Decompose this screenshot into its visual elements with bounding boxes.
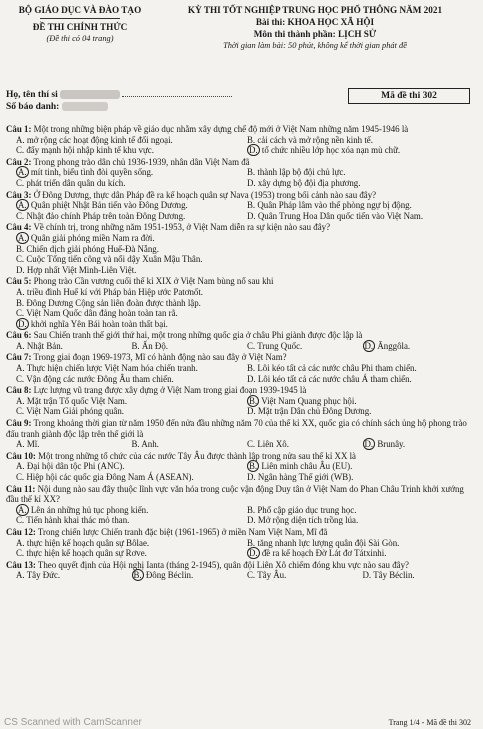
option-text: Anh. <box>141 439 159 450</box>
answer-option-b <box>16 298 201 309</box>
answer-option-d <box>247 548 478 559</box>
answer-option-c <box>16 211 247 222</box>
subject-name: Môn thi thành phần: LỊCH SỬ <box>253 29 377 39</box>
option-row <box>6 135 478 146</box>
option-row <box>6 548 478 559</box>
option-letter: A. <box>16 439 25 450</box>
question-6 <box>6 330 478 351</box>
answer-option-b <box>247 505 478 516</box>
time-note: Thời gian làm bài: 50 phút, không kể thời gian phát đề <box>223 41 407 50</box>
question-number: Câu 12: <box>6 526 36 537</box>
page-footer <box>0 717 483 729</box>
question-number: Câu 1: <box>6 124 32 134</box>
option-text: Ngân hàng Thế giới (WB). <box>257 472 354 482</box>
answer-option-d <box>247 178 478 189</box>
answer-option-c <box>16 308 178 319</box>
option-text: mít tinh, biểu tình đòi quyền sống. <box>30 167 154 178</box>
question-number: Câu 7: <box>6 352 32 363</box>
option-letter: B. <box>247 504 256 515</box>
answer-option-d <box>16 319 168 330</box>
answer-option-d <box>363 439 479 450</box>
answer-option-b <box>247 396 478 407</box>
answer-option-c <box>16 145 247 156</box>
answer-option-c <box>247 570 363 581</box>
question-stem <box>6 352 478 363</box>
question-5 <box>6 276 478 329</box>
option-letter: C. <box>16 515 25 526</box>
option-letter: C. <box>247 570 256 581</box>
option-text: Phổ cập giáo dục trung học. <box>257 504 357 515</box>
question-stem <box>6 276 478 287</box>
option-letter: B. <box>16 297 25 308</box>
question-stem <box>6 527 478 538</box>
option-row <box>6 439 478 450</box>
question-number: Câu 8: <box>6 385 32 396</box>
option-letter: B. <box>247 200 256 211</box>
option-letter: C. <box>247 439 256 450</box>
option-letter: C. <box>16 145 25 156</box>
answer-option-c <box>247 439 363 450</box>
answer-option-a <box>16 461 247 472</box>
question-1 <box>6 124 478 156</box>
question-stem <box>6 560 478 571</box>
answer-option-c <box>16 472 247 483</box>
option-letter: B. <box>133 570 142 581</box>
option-text: phát triển dân quân du kích. <box>26 177 126 188</box>
question-text: Sau Chiến tranh thế giới thứ hai, một trong những quốc gia ở châu Phi giành được độc lập là <box>33 330 363 341</box>
option-text: tăng nhanh lực lượng quân đội Sài Gòn. <box>257 537 400 548</box>
option-text: đề ra kế hoạch Đờ Lát đơ Tátxinhi. <box>261 548 387 559</box>
option-letter: D. <box>247 406 256 417</box>
question-8 <box>6 385 478 417</box>
answer-option-c <box>247 341 363 352</box>
option-letter: C. <box>16 254 25 265</box>
question-text: Nội dung nào sau đây thuộc lĩnh vực văn hóa trong cuộc vận động Duy tân ở Việt Nam do Phan Châu Trinh khởi xướng đầu thế kỉ XX? <box>6 483 464 505</box>
name-dotted-line <box>122 88 232 97</box>
answer-option-d <box>16 265 136 276</box>
option-text: xây dựng bộ đội địa phương. <box>257 177 361 188</box>
answer-option-b <box>132 341 248 352</box>
option-text: thực hiện kế hoạch quân sự Rơve. <box>26 548 147 559</box>
option-row <box>6 298 478 309</box>
candidate-name-label: Họ, tên thí si <box>6 90 58 100</box>
answer-option-a <box>16 200 247 211</box>
option-text: Đông Béclin. <box>145 570 194 581</box>
option-letter: B. <box>131 439 140 450</box>
question-4 <box>6 222 478 275</box>
answer-option-a <box>16 570 132 581</box>
question-stem <box>6 190 478 201</box>
option-letter: A. <box>18 200 27 211</box>
option-letter: D. <box>249 145 258 156</box>
question-number: Câu 9: <box>6 418 32 429</box>
option-text: Việt Nam Giải phóng quân. <box>26 406 125 417</box>
option-letter: C. <box>16 548 25 559</box>
option-row <box>6 233 478 244</box>
question-number: Câu 13: <box>6 559 36 570</box>
header-right <box>150 4 480 51</box>
option-text: đẩy mạnh hội nhập kinh tế khu vực. <box>26 145 154 156</box>
option-text: Đại hội dân tộc Phi (ANC). <box>26 461 125 472</box>
question-stem <box>6 222 478 233</box>
option-row <box>6 472 478 483</box>
option-letter: D. <box>364 340 374 351</box>
option-row <box>6 570 478 581</box>
option-text: Quân phiệt Nhật Bản tiến vào Đông Dương. <box>30 200 188 211</box>
question-text: Lực lượng vũ trang được xây dựng ở Việt Nam trong giai đoạn 1939-1945 là <box>33 385 307 396</box>
option-row <box>6 461 478 472</box>
option-letter: B. <box>247 363 256 374</box>
option-letter: A. <box>16 134 25 145</box>
option-text: Lôi kéo tất cả các nước châu Á tham chiến. <box>257 373 412 384</box>
answer-option-b <box>247 167 478 178</box>
option-row <box>6 363 478 374</box>
option-row <box>6 178 478 189</box>
option-text: khởi nghĩa Yên Bái hoàn toàn thất bại. <box>30 318 168 329</box>
option-text: Mặt trận Tổ quốc Việt Nam. <box>26 395 128 406</box>
option-row <box>6 244 478 255</box>
question-stem <box>6 385 478 396</box>
option-letter: D. <box>364 439 374 450</box>
option-text: Quân Trung Hoa Dân quốc tiến vào Việt Nam. <box>257 210 424 221</box>
answer-option-b <box>247 461 478 472</box>
question-text: Trong phong trào dân chủ 1936-1939, nhân dân Việt Nam đã <box>33 156 250 167</box>
option-text: thực hiện kế hoạch quân sự Bôlae. <box>26 537 150 548</box>
answer-option-b <box>16 244 159 255</box>
option-text: Mĩ. <box>26 439 40 450</box>
option-letter: A. <box>16 286 25 297</box>
option-text: cải cách và mở rộng nền kinh tế. <box>257 134 373 145</box>
option-text: Mở rộng diện tích trồng lúa. <box>257 515 359 526</box>
option-row <box>6 211 478 222</box>
answer-option-c <box>16 254 203 265</box>
option-text: Hợp nhất Việt Minh-Liên Việt. <box>26 264 137 275</box>
option-text: Hiệp hội các quốc gia Đông Nam Á (ASEAN). <box>26 472 194 482</box>
option-text: Thực hiện chiến lược Việt Nam hóa chiến tranh. <box>26 363 198 374</box>
question-stem <box>6 330 478 341</box>
option-text: Tây Âu. <box>257 570 287 581</box>
option-letter: C. <box>16 472 25 482</box>
option-letter: C. <box>16 373 25 384</box>
option-text: Trung Quốc. <box>257 340 303 351</box>
page-number: Trang 1/4 - Mã đề thi 302 <box>388 718 471 727</box>
option-row <box>6 396 478 407</box>
option-letter: A. <box>16 363 25 374</box>
option-text: Vận động các nước Đông Âu tham chiến. <box>26 373 174 384</box>
option-letter: D. <box>247 472 256 482</box>
option-text: mở rộng các hoạt động kinh tế đối ngoại. <box>26 134 173 145</box>
option-text: thành lập bộ đội chủ lực. <box>257 167 346 178</box>
option-letter: C. <box>16 210 25 221</box>
option-text: Quân Pháp lâm vào thế phòng ngự bị động. <box>257 200 412 211</box>
option-text: Lên án những hủ tục phong kiến. <box>30 504 149 515</box>
option-letter: C. <box>16 406 25 417</box>
option-row <box>6 145 478 156</box>
candidate-id-label: Số báo danh: <box>6 101 60 112</box>
question-number: Câu 5: <box>6 276 32 287</box>
question-stem <box>6 157 478 168</box>
answer-option-d <box>247 472 478 483</box>
option-letter: D. <box>18 318 27 329</box>
option-letter: B. <box>249 461 258 472</box>
answer-option-a <box>16 233 155 244</box>
question-10 <box>6 451 478 483</box>
option-letter: A. <box>18 504 27 515</box>
option-letter: D. <box>247 210 256 221</box>
option-letter: A. <box>16 537 25 548</box>
option-text: Lôi kéo tất cả các nước châu Phi tham chiến. <box>257 363 417 374</box>
redacted-id <box>62 102 108 111</box>
answer-option-b <box>247 538 478 549</box>
question-stem <box>6 484 478 505</box>
answer-option-c <box>16 548 247 559</box>
question-number: Câu 4: <box>6 222 32 233</box>
option-letter: A. <box>16 570 25 581</box>
question-text: Trong chiến lược Chiến tranh đặc biệt (1961-1965) ở miền Nam Việt Nam, Mĩ đã <box>37 526 328 537</box>
question-12 <box>6 527 478 559</box>
option-text: Tây Béclin. <box>373 570 415 581</box>
question-text: Trong khoảng thời gian từ năm 1950 đến nửa đầu những năm 70 của thế kỉ XX, quốc gia có chính sách ủng hộ phong trào đấu tranh giành độc lập trên thế giới là <box>6 418 467 439</box>
option-row <box>6 254 478 265</box>
answer-option-d <box>247 211 478 222</box>
page-count-note: (Đề thi có 04 trang) <box>46 34 114 43</box>
answer-option-b <box>247 363 478 374</box>
ministry-name: BỘ GIÁO DỤC VÀ ĐÀO TẠO <box>18 5 142 15</box>
answer-option-a <box>16 505 247 516</box>
question-stem <box>6 124 478 135</box>
option-text: Đông Dương Cộng sản liên đoàn được thành lập. <box>26 297 201 308</box>
answer-option-a <box>16 439 132 450</box>
option-letter: B. <box>16 243 25 254</box>
exam-title: KỲ THI TỐT NGHIỆP TRUNG HỌC PHỔ THÔNG NĂM 2021 <box>187 5 443 15</box>
option-text: Liên minh châu Âu (EU). <box>261 461 353 472</box>
option-text: Chiến dịch giải phóng Huế-Đà Nẵng. <box>26 243 159 254</box>
option-row <box>6 374 478 385</box>
question-text: Về chính trị, trong những năm 1951-1953, ở Việt Nam diễn ra sự kiện nào sau đây? <box>33 222 331 233</box>
option-text: Cuộc Tổng tiến công và nổi dậy Xuân Mậu Thân. <box>26 254 203 265</box>
answer-option-a <box>16 167 247 178</box>
official-label: ĐỀ THI CHÍNH THỨC <box>32 22 128 32</box>
answer-option-d <box>363 570 479 581</box>
option-text: Việt Nam Quốc dân đảng hoàn toàn tan rã. <box>26 308 178 319</box>
question-13 <box>6 560 478 581</box>
answer-option-a <box>16 287 203 298</box>
option-text: Nhật đảo chính Pháp trên toàn Đông Dương. <box>26 210 186 221</box>
scanner-watermark: CS Scanned with CamScanner <box>4 717 142 728</box>
option-letter: C. <box>247 340 256 351</box>
option-letter: C. <box>16 308 25 319</box>
option-letter: A. <box>16 461 25 472</box>
answer-option-d <box>247 515 478 526</box>
option-text: Ănggôla. <box>377 340 411 351</box>
option-row <box>6 515 478 526</box>
option-row <box>6 167 478 178</box>
answer-option-a <box>16 341 132 352</box>
subject-group: Bài thi: KHOA HỌC XÃ HỘI <box>255 17 375 27</box>
option-text: Quân giải phóng miền Nam ra đời. <box>30 232 155 243</box>
question-3 <box>6 190 478 222</box>
question-text: Một trong những biện pháp về giáo dục nhằm xây dựng chế độ mới ở Việt Nam những năm 1945-1946 là <box>33 124 409 134</box>
question-11 <box>6 484 478 526</box>
answer-option-b <box>132 439 248 450</box>
option-letter: D. <box>247 515 256 526</box>
question-text: Một trong những tổ chức của các nước Tây Âu được thành lập trong nửa sau thế kỉ XX là <box>38 450 356 461</box>
option-row <box>6 406 478 417</box>
answer-option-d <box>247 406 478 417</box>
question-stem <box>6 451 478 462</box>
question-text: Theo quyết định của Hội nghị Ianta (tháng 2-1945), quân đội Liên Xô chiếm đóng khu vực nào sau đây? <box>37 559 409 570</box>
option-row <box>6 308 478 319</box>
answer-option-d <box>247 145 478 156</box>
option-letter: B. <box>247 537 256 548</box>
question-stem <box>6 418 478 439</box>
question-number: Câu 2: <box>6 156 32 167</box>
option-text: Tiến hành khai thác mỏ than. <box>26 515 130 526</box>
question-text: Trong giai đoạn 1969-1973, Mĩ có hành động nào sau đây ở Việt Nam? <box>33 352 287 363</box>
option-letter: C. <box>16 177 25 188</box>
answer-option-c <box>16 515 247 526</box>
question-text: Ở Đông Dương, thực dân Pháp đề ra kế hoạch quân sự Nava (1953) trong bối cảnh nào sau đây? <box>33 189 377 200</box>
candidate-ident <box>6 88 476 112</box>
option-text: Ấn Độ. <box>141 340 168 351</box>
option-letter: A. <box>16 395 25 406</box>
question-list <box>6 124 478 582</box>
question-number: Câu 6: <box>6 330 32 341</box>
answer-option-c <box>16 178 247 189</box>
answer-option-b <box>247 135 478 146</box>
header-rule <box>40 18 120 19</box>
option-letter: B. <box>247 134 256 145</box>
question-number: Câu 11: <box>6 483 36 494</box>
question-number: Câu 3: <box>6 189 32 200</box>
option-text: Việt Nam Quang phục hội. <box>261 395 357 406</box>
answer-option-b <box>247 200 478 211</box>
option-letter: D. <box>362 570 372 581</box>
option-letter: B. <box>247 167 256 178</box>
option-letter: A. <box>18 232 27 243</box>
option-row <box>6 200 478 211</box>
option-letter: D. <box>247 373 256 384</box>
option-row <box>6 287 478 298</box>
answer-option-a <box>16 135 247 146</box>
header-left <box>6 4 154 44</box>
option-row <box>6 505 478 516</box>
option-text: Tây Đức. <box>26 570 61 581</box>
question-number: Câu 10: <box>6 450 36 461</box>
option-text: Mặt trận Dân chủ Đông Dương. <box>257 406 372 417</box>
option-letter: A. <box>16 340 25 351</box>
option-letter: D. <box>16 264 25 275</box>
option-letter: A. <box>18 167 27 178</box>
answer-option-a <box>16 396 247 407</box>
option-row <box>6 538 478 549</box>
answer-option-b <box>132 570 248 581</box>
option-letter: D. <box>247 177 256 188</box>
option-row <box>6 341 478 352</box>
option-text: Nhật Bản. <box>26 340 63 351</box>
answer-option-c <box>16 374 247 385</box>
question-9 <box>6 418 478 450</box>
answer-option-d <box>363 341 479 352</box>
option-row <box>6 265 478 276</box>
answer-option-c <box>16 406 247 417</box>
option-text: triều đình Huế kí với Pháp bản Hiệp ước Patơnốt. <box>26 286 204 297</box>
option-row <box>6 319 478 330</box>
option-letter: B. <box>131 340 140 351</box>
answer-option-a <box>16 363 247 374</box>
option-text: tổ chức nhiều lớp học xóa nạn mù chữ. <box>261 145 401 156</box>
option-text: Brunây. <box>377 439 406 450</box>
answer-option-d <box>247 374 478 385</box>
option-letter: D. <box>249 548 258 559</box>
exam-code-box: Mã đề thi 302 <box>348 88 470 104</box>
option-letter: B. <box>249 395 258 406</box>
question-2 <box>6 157 478 189</box>
question-7 <box>6 352 478 384</box>
option-text: Liên Xô. <box>257 439 289 450</box>
redacted-name <box>60 90 120 99</box>
exam-header <box>0 4 483 64</box>
question-text: Phong trào Cần vương cuối thế kỉ XIX ở Việt Nam bùng nổ sau khi <box>33 276 274 287</box>
answer-option-a <box>16 538 247 549</box>
